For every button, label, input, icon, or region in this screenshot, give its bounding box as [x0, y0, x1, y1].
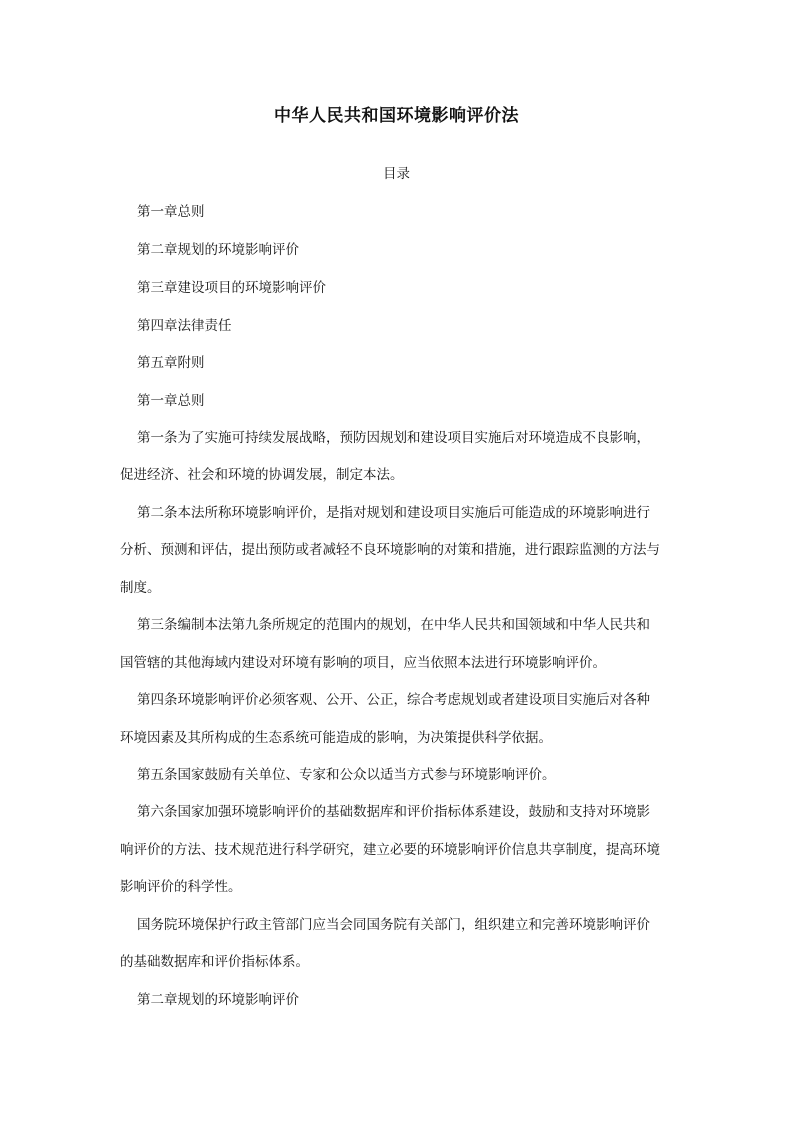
article-5-line-1: 第五条国家鼓励有关单位、专家和公众以适当方式参与环境影响评价。: [137, 767, 556, 783]
article-3-line-1: 第三条编制本法第九条所规定的范围内的规划，在中华人民共和国领域和中华人民共和: [137, 617, 650, 633]
toc-item-chapter-3: 第三章建设项目的环境影响评价: [137, 280, 326, 296]
toc-item-chapter-4: 第四章法律责任: [137, 318, 232, 334]
article-6-line-1: 第六条国家加强环境影响评价的基础数据库和评价指标体系建设，鼓励和支持对环境影: [137, 804, 650, 820]
article-6-line-3: 影响评价的科学性。: [120, 879, 242, 895]
article-3-line-2: 国管辖的其他海域内建设对环境有影响的项目，应当依照本法进行环境影响评价。: [120, 655, 606, 671]
chapter-1-heading: 第一章总则: [137, 393, 205, 409]
article-6-line-2: 响评价的方法、技术规范进行科学研究，建立必要的环境影响评价信息共享制度，提高环境: [120, 842, 660, 858]
article-6-para-2-line-2: 的基础数据库和评价指标体系。: [120, 954, 309, 970]
article-2-line-2: 分析、预测和评估，提出预防或者减轻不良环境影响的对策和措施，进行跟踪监测的方法与: [120, 542, 660, 558]
article-1-line-2: 促进经济、社会和环境的协调发展，制定本法。: [120, 467, 404, 483]
article-4-line-1: 第四条环境影响评价必须客观、公开、公正，综合考虑规划或者建设项目实施后对各种: [137, 692, 650, 708]
article-2-line-1: 第二条本法所称环境影响评价，是指对规划和建设项目实施后可能造成的环境影响进行: [137, 505, 650, 521]
article-2-line-3: 制度。: [120, 580, 161, 596]
chapter-2-heading: 第二章规划的环境影响评价: [137, 992, 299, 1008]
toc-item-chapter-2: 第二章规划的环境影响评价: [137, 242, 299, 258]
article-1-line-1: 第一条为了实施可持续发展战略，预防因规划和建设项目实施后对环境造成不良影响，: [137, 430, 650, 446]
document-title: 中华人民共和国环境影响评价法: [274, 106, 519, 126]
toc-heading: 目录: [383, 166, 410, 182]
article-6-para-2-line-1: 国务院环境保护行政主管部门应当会同国务院有关部门，组织建立和完善环境影响评价: [137, 917, 650, 933]
article-4-line-2: 环境因素及其所构成的生态系统可能造成的影响，为决策提供科学依据。: [120, 730, 552, 746]
toc-item-chapter-5: 第五章附则: [137, 355, 205, 371]
toc-item-chapter-1: 第一章总则: [137, 204, 205, 220]
